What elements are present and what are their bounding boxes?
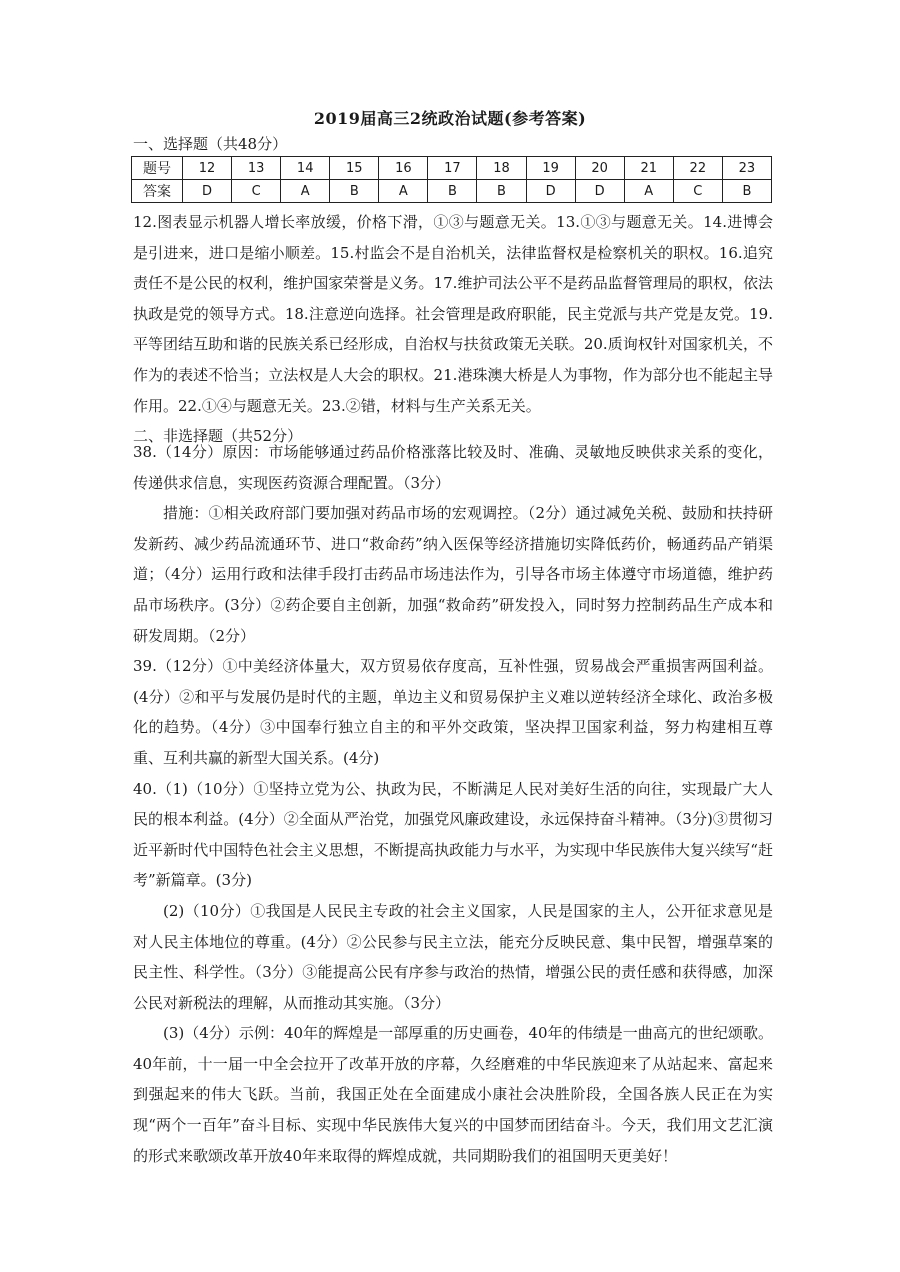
page-title: 2019届高三2统政治试题(参考答案) [313, 109, 587, 128]
question-number: 21 [624, 157, 673, 180]
section-heading-multiple-choice: 一、选择题（共48分） [133, 135, 288, 153]
question-number: 22 [673, 157, 722, 180]
question-number: 17 [428, 157, 477, 180]
answer-paragraph-q39: 39.（12分）①中美经济体量大，双方贸易依存度高，互补性强，贸易战会严重损害两国利益。(4分）②和平与发展仍是时代的主题，单边主义和贸易保护主义难以逆转经济全球化、政治多极化的趋势。（4分）③中国奉行独立自主的和平外交政策，坚决捍卫国家利益，努力构建相互尊重、互利共赢的新型大国关系。(4分) [133, 657, 773, 767]
answer-cell: B [477, 180, 526, 203]
question-number: 19 [526, 157, 575, 180]
section-heading-free-response: 二、非选择题（共52分） [133, 427, 303, 446]
answer-cell: C [673, 180, 722, 203]
answer-cell: B [428, 180, 477, 203]
question-number: 18 [477, 157, 526, 180]
row-label-number: 题号 [132, 157, 183, 180]
answer-cell: B [722, 180, 771, 203]
mc-explanation-paragraph: 12.图表显示机器人增长率放缓，价格下滑，①③与题意无关。13.①③与题意无关。14.进博会是引进来，进口是缩小顺差。15.村监会不是自治机关，法律监督权是检察机关的职权。16.追究责任不是公民的权利，维护国家荣誉是义务。17.维护司法公平不是药品监督管理局的职权，依法执政是党的领导方式。18.注意逆向选择。社会管理是政府职能，民主党派与共产党是友党。19.平等团结互助和谐的民族关系已经形成，自治权与扶贫政策无关联。20.质询权针对国家机关，不作为的表述不恰当；立法权是人大会的职权。21.港珠澳大桥是人为事物，作为部分也不能起主导作用。22.①④与题意无关。23.②错，材料与生产关系无关。 [133, 213, 773, 415]
answer-table [131, 156, 772, 203]
answer-cell: C [232, 180, 281, 203]
question-number: 20 [575, 157, 624, 180]
answer-paragraph-q38-reason: 38.（14分）原因：市场能够通过药品价格涨落比较及时、准确、灵敏地反映供求关系的变化，传递供求信息，实现医药资源合理配置。（3分） [133, 443, 773, 492]
answer-cell: B [330, 180, 379, 203]
answer-cell: D [526, 180, 575, 203]
free-response-answers [133, 437, 773, 1171]
answer-paragraph-q40-3: (3)（4分）示例：40年的辉煌是一部厚重的历史画卷，40年的伟绩是一曲高亢的世纪颂歌。40年前，十一届一中全会拉开了改革开放的序幕，久经磨难的中华民族迎来了从站起来、富起来到强起来的伟大飞跃。当前，我国正处在全面建成小康社会决胜阶段，全国各族人民正在为实现“两个一百年”奋斗目标、实现中华民族伟大复兴的中国梦而团结奋斗。今天，我们用文艺汇演的形式来歌颂改革开放40年来取得的辉煌成就，共同期盼我们的祖国明天更美好！ [133, 1024, 773, 1165]
answer-cell: A [379, 180, 428, 203]
table-row-numbers [132, 157, 772, 180]
question-number: 15 [330, 157, 379, 180]
answer-cell: A [624, 180, 673, 203]
answer-paragraph-q40-2: (2)（10分）①我国是人民民主专政的社会主义国家，人民是国家的主人，公开征求意见是对人民主体地位的尊重。(4分）②公民参与民主立法，能充分反映民意、集中民智，增强草案的民主性、科学性。（3分）③能提高公民有序参与政治的热情，增强公民的责任感和获得感，加深公民对新税法的理解，从而推动其实施。（3分） [133, 901, 773, 1012]
multiple-choice-explanations [133, 207, 773, 452]
table-row-answers [132, 180, 772, 203]
question-number: 23 [722, 157, 771, 180]
question-number: 16 [379, 157, 428, 180]
question-number: 13 [232, 157, 281, 180]
row-label-answer: 答案 [132, 180, 183, 203]
answer-paragraph-q38-measures: 措施：①相关政府部门要加强对药品市场的宏观调控。（2分）通过减免关税、鼓励和扶持研发新药、减少药品流通环节、进口“救命药”纳入医保等经济措施切实降低药价，畅通药品产销渠道；（4分）运用行政和法律手段打击药品市场违法作为，引导各市场主体遵守市场道德，维护药品市场秩序。(3分）②药企要自主创新，加强“救命药”研发投入，同时努力控制药品生产成本和研发周期。（2分） [133, 504, 773, 645]
answer-cell: D [183, 180, 232, 203]
answer-cell: A [281, 180, 330, 203]
question-number: 14 [281, 157, 330, 180]
answer-paragraph-q40-1: 40.（1)（10分）①坚持立党为公、执政为民，不断满足人民对美好生活的向往，实现最广大人民的根本利益。(4分）②全面从严治党，加强党风廉政建设，永远保持奋斗精神。（3分)③贯彻习近平新时代中国特色社会主义思想，不断提高执政能力与水平，为实现中华民族伟大复兴续写“赶考”新篇章。(3分) [133, 779, 773, 890]
question-number: 12 [183, 157, 232, 180]
answer-cell: D [575, 180, 624, 203]
